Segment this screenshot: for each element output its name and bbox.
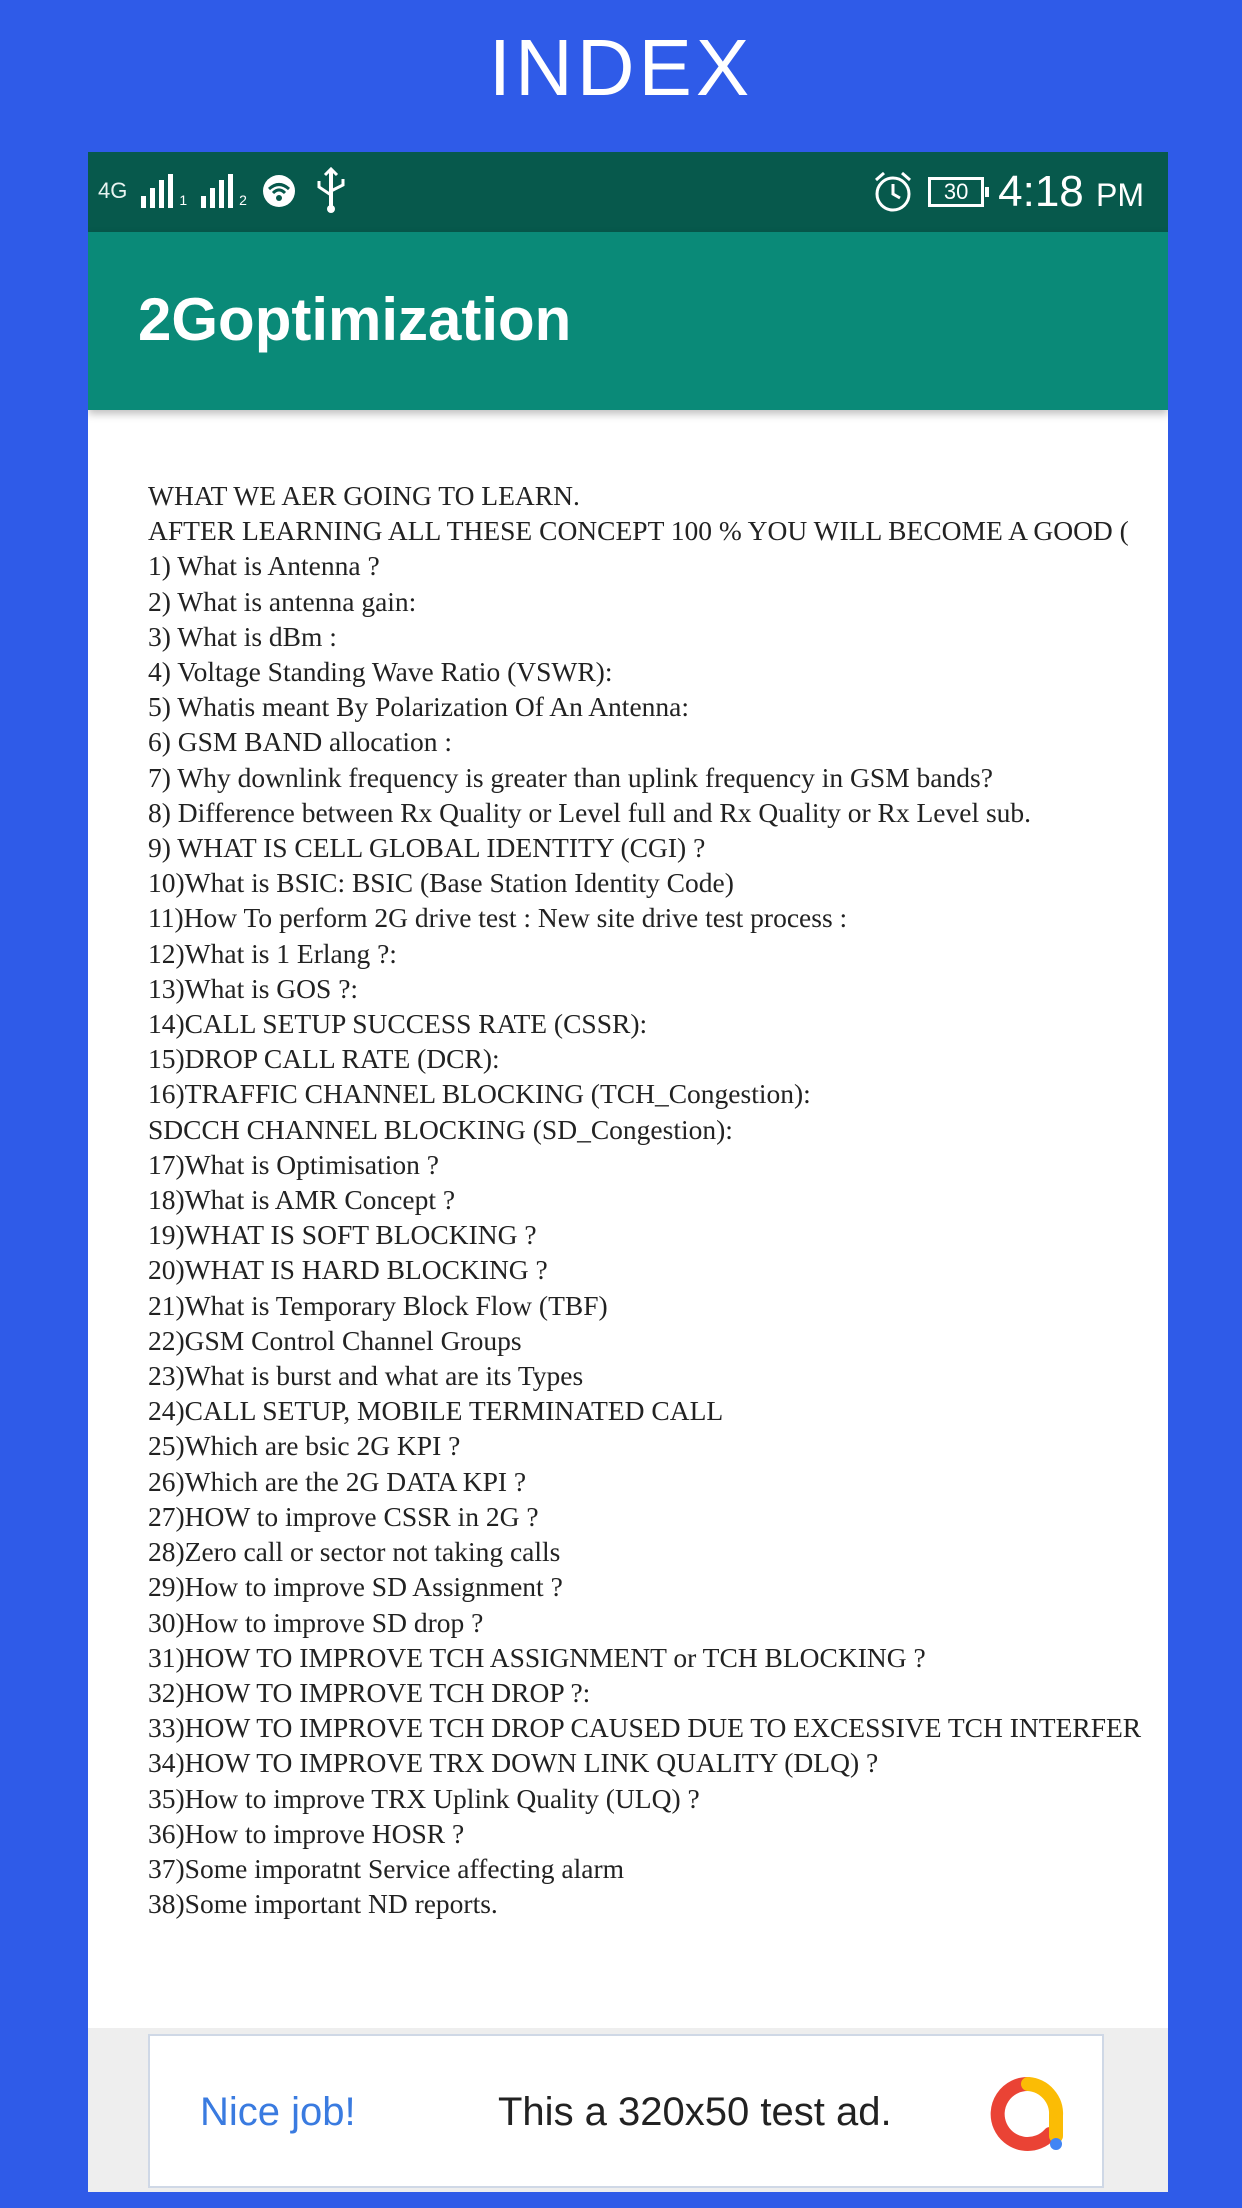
clock-ampm: PM [1096,177,1144,213]
index-line: 10)What is BSIC: BSIC (Base Station Identity Code) [148,867,734,899]
status-bar [88,152,1168,232]
index-line: 15)DROP CALL RATE (DCR): [148,1043,500,1075]
sim1-label: 1 [179,192,188,208]
index-content[interactable] [148,448,1168,2028]
index-line: 7) Why downlink frequency is greater than uplink frequency in GSM bands? [148,761,993,793]
index-line: 3) What is dBm : [148,620,337,652]
index-line: 18)What is AMR Concept ? [148,1184,456,1216]
index-line: 35)How to improve TRX Uplink Quality (ULQ) ? [148,1782,700,1814]
index-line: SDCCH CHANNEL BLOCKING (SD_Congestion): [148,1113,733,1145]
index-line: 33)HOW TO IMPROVE TCH DROP CAUSED DUE TO EXCESSIVE TCH INTERFER [148,1712,1142,1744]
ad-logo-icon [990,2076,1066,2152]
index-line: 20)WHAT IS HARD BLOCKING ? [148,1254,548,1286]
index-line: 26)Which are the 2G DATA KPI ? [148,1465,527,1497]
index-line: 37)Some imporatnt Service affecting alarm [148,1852,624,1884]
index-line: AFTER LEARNING ALL THESE CONCEPT 100 % YOU WILL BECOME A GOOD ( [148,515,1129,547]
index-line: 24)CALL SETUP, MOBILE TERMINATED CALL [148,1395,724,1427]
index-line: 31)HOW TO IMPROVE TCH ASSIGNMENT or TCH BLOCKING ? [148,1641,926,1673]
index-line: 30)How to improve SD drop ? [148,1606,484,1638]
app-bar [88,232,1168,410]
status-clock [998,167,1144,217]
index-line: 29)How to improve SD Assignment ? [148,1571,563,1603]
index-line: 23)What is burst and what are its Types [148,1360,584,1392]
index-line: 19)WHAT IS SOFT BLOCKING ? [148,1219,537,1251]
index-line: 28)Zero call or sector not taking calls [148,1536,561,1568]
index-line: 12)What is 1 Erlang ?: [148,937,397,969]
index-line: 17)What is Optimisation ? [148,1148,439,1180]
index-line: 32)HOW TO IMPROVE TCH DROP ?: [148,1676,591,1708]
index-line: 11)How To perform 2G drive test : New site drive test process : [148,902,848,934]
index-line: 16)TRAFFIC CHANNEL BLOCKING (TCH_Congestion): [148,1078,811,1110]
index-line: 34)HOW TO IMPROVE TRX DOWN LINK QUALITY (DLQ) ? [148,1747,879,1779]
clock-time: 4:18 [998,167,1084,216]
status-bar-left [98,166,351,216]
battery-icon: 30 [928,177,984,207]
alarm-clock-icon [872,170,914,214]
wifi-icon [261,173,297,209]
index-line: 5) Whatis meant By Polarization Of An Antenna: [148,691,689,723]
app-title: 2Goptimization [138,286,572,353]
index-line: 27)HOW to improve CSSR in 2G ? [148,1500,539,1532]
index-line: 22)GSM Control Channel Groups [148,1324,522,1356]
phone-screen [88,152,1168,2192]
index-line: 25)Which are bsic 2G KPI ? [148,1430,461,1462]
index-line: 36)How to improve HOSR ? [148,1817,465,1849]
test-ad-banner[interactable] [148,2034,1104,2188]
index-line: 9) WHAT IS CELL GLOBAL IDENTITY (CGI) ? [148,832,706,864]
index-line: 4) Voltage Standing Wave Ratio (VSWR): [148,656,613,688]
index-line: 21)What is Temporary Block Flow (TBF) [148,1289,608,1321]
index-line: 38)Some important ND reports. [148,1888,498,1920]
index-line: 13)What is GOS ?: [148,972,359,1004]
index-line: WHAT WE AER GOING TO LEARN. [148,480,580,511]
index-line: 1) What is Antenna ? [148,550,380,582]
ad-main-text: This a 320x50 test ad. [498,2090,892,2134]
ad-container [88,2028,1168,2192]
status-bar-right [872,164,1144,220]
index-line: 2) What is antenna gain: [148,585,417,617]
index-line: 8) Difference between Rx Quality or Level full and Rx Quality or Rx Level sub. [148,796,1032,828]
index-line: 6) GSM BAND allocation : [148,726,453,758]
signal-sim2-icon [201,174,247,208]
index-line: 14)CALL SETUP SUCCESS RATE (CSSR): [148,1008,648,1040]
network-type-label: 4G [98,178,128,203]
usb-icon [311,167,351,215]
page-title: INDEX [488,23,754,112]
signal-sim1-icon [141,174,187,208]
sim2-label: 2 [239,192,247,208]
ad-nice-job-text: Nice job! [200,2090,356,2134]
